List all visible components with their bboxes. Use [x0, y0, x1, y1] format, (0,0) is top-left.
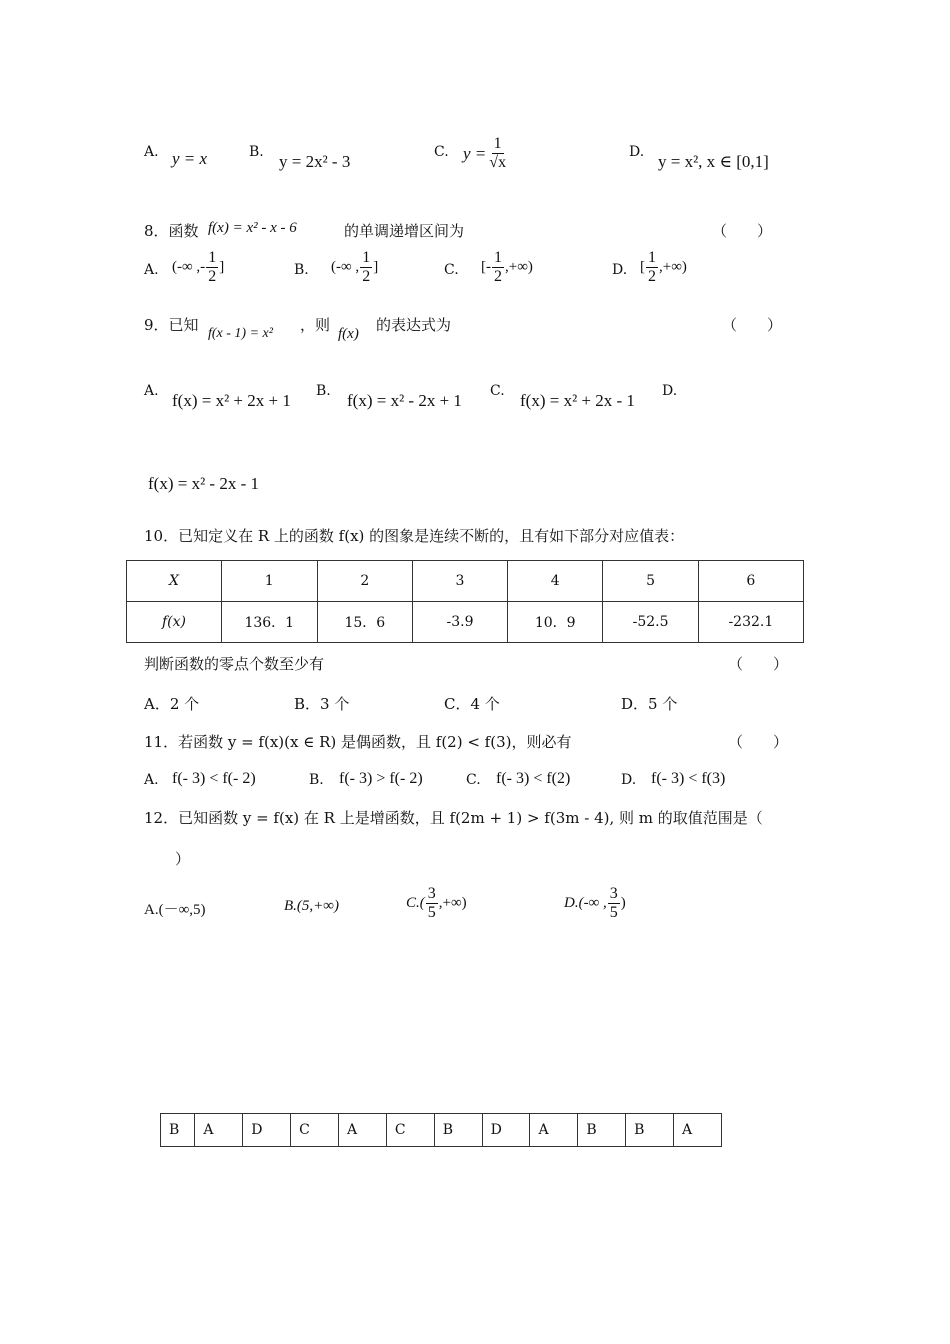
q10-cell: -3.9: [413, 602, 508, 643]
q10-row-fx: [127, 602, 804, 643]
q8-b-den: 2: [362, 268, 371, 285]
q12-c-den: 5: [427, 904, 436, 921]
q11-a-expr: f(- 3) < f(- 2): [172, 770, 256, 787]
q11-d-expr: f(- 3) < f(3): [651, 770, 726, 787]
q8-a-pre: (-∞ ,-: [172, 259, 206, 275]
q8-d-label: D.: [612, 262, 628, 278]
q9-b-label: B.: [316, 383, 331, 399]
q10-cell: 136．1: [221, 602, 317, 643]
answer-cell: D: [482, 1114, 530, 1147]
q8-d-fraction: [646, 250, 658, 285]
q9-d-expr: f(x) = x² - 2x - 1: [148, 474, 259, 493]
q9-d-label: D.: [662, 383, 678, 399]
q9-c-label: C.: [490, 383, 505, 399]
q7-c-expr: [463, 136, 509, 171]
q7-c-label: C.: [434, 144, 449, 160]
q7-b-label: B.: [249, 144, 264, 160]
q10-option-a: A．2 个: [144, 695, 200, 713]
q8-d-num: 1: [648, 249, 656, 266]
answer-cell: B: [434, 1114, 482, 1147]
q12-close-paren: ）: [175, 850, 191, 868]
q7-d-label: D.: [629, 144, 645, 160]
q11-stem: 11．若函数 y = f(x)(x ∈ R) 是偶函数，且 f(2) < f(3)，则必有: [144, 733, 572, 751]
q10-cell: 2: [317, 561, 412, 602]
q7-c-fraction: [487, 136, 508, 171]
q7-c-den: √x: [489, 154, 507, 171]
q8-d-post: ,+∞): [659, 259, 687, 275]
answer-key-row: [161, 1114, 722, 1147]
q10-answer-paren: （ ）: [728, 655, 789, 673]
q12-c-num: 3: [427, 885, 436, 902]
q8-answer-paren: （ ）: [712, 222, 773, 240]
q8-stem-pre: 8．函数: [144, 222, 199, 240]
q11-b-label: B.: [309, 772, 324, 788]
q12-d-den: 5: [609, 904, 618, 921]
q8-a-num: 1: [208, 249, 217, 266]
q11-a-label: A.: [144, 772, 159, 788]
q12-c-post: ,+∞): [438, 895, 467, 911]
q9-a-label: A.: [144, 383, 159, 399]
q12-c-fraction: [426, 886, 438, 921]
q9-mid: ，则: [300, 316, 331, 334]
q8-b-fraction: [360, 250, 372, 285]
q8-d-den: 2: [648, 268, 656, 285]
q8-a-label: A.: [144, 262, 159, 278]
answer-cell: A: [530, 1114, 578, 1147]
q8-a-post: ]: [219, 259, 225, 275]
q8-b-post: ]: [373, 259, 379, 275]
q8-stem-expr: f(x) = x² - x - 6: [208, 220, 297, 236]
answer-key-table: [160, 1113, 722, 1147]
q11-c-label: C.: [466, 772, 481, 788]
q8-stem-post: 的单调递增区间为: [344, 222, 465, 240]
q10-cell: -52.5: [603, 602, 698, 643]
q10-value-table: [126, 560, 804, 643]
q7-b-expr: y = 2x² - 3: [279, 152, 351, 171]
q10-cell: 1: [221, 561, 317, 602]
answer-cell: A: [339, 1114, 387, 1147]
q10-stem: 10．已知定义在 R 上的函数 f(x) 的图象是连续不断的，且有如下部分对应值表：: [144, 527, 685, 545]
q12-option-b: B.(5,+∞): [284, 898, 339, 914]
answer-cell: C: [291, 1114, 339, 1147]
q8-a-den: 2: [208, 268, 217, 285]
q7-a-label: A.: [144, 144, 159, 160]
q8-c-num: 1: [494, 249, 502, 266]
q10-cell: -232.1: [698, 602, 803, 643]
q10-cell: f(x): [127, 602, 222, 643]
q11-answer-paren: （ ）: [728, 733, 789, 751]
answer-cell: B: [626, 1114, 674, 1147]
q11-c-expr: f(- 3) < f(2): [496, 770, 571, 787]
q8-b-pre: (-∞ ,: [331, 259, 360, 275]
q12-stem: 12．已知函数 y = f(x) 在 R 上是增函数，且 f(2m + 1) > f(3m - 4), 则 m 的取值范围是（: [144, 809, 763, 827]
q10-option-d: D．5 个: [621, 695, 678, 713]
q10-row-x: [127, 561, 804, 602]
q12-c-pre: C.(: [406, 895, 425, 911]
q9-answer-paren: （ ）: [722, 316, 783, 334]
answer-cell: B: [161, 1114, 195, 1147]
q12-option-a: A.(－∞,5): [144, 902, 206, 918]
q12-d-num: 3: [609, 885, 618, 902]
q10-cell: 6: [698, 561, 803, 602]
q11-b-expr: f(- 3) > f(- 2): [339, 770, 423, 787]
q11-d-label: D.: [621, 772, 637, 788]
q9-stem-post: 的表达式为: [376, 316, 452, 334]
q9-fx: f(x): [338, 326, 359, 342]
q12-option-c: [406, 886, 467, 921]
q9-a-expr: f(x) = x² + 2x + 1: [172, 391, 291, 410]
q8-c-den: 2: [494, 268, 502, 285]
q8-c-post: ,+∞): [505, 259, 533, 275]
q10-option-b: B．3 个: [294, 695, 350, 713]
answer-cell: B: [578, 1114, 626, 1147]
q12-d-post: ): [620, 895, 626, 911]
q8-c-fraction: [492, 250, 504, 285]
q8-c-label: C.: [444, 262, 459, 278]
q7-d-expr: y = x², x ∈ [0,1]: [658, 152, 769, 171]
q7-c-num: 1: [493, 135, 502, 152]
q9-stem-pre: 9．已知: [144, 316, 199, 334]
q10-cell: 10．9: [508, 602, 603, 643]
q8-d-pre: [: [640, 259, 645, 275]
q12-d-pre: D.(-∞ ,: [564, 895, 607, 911]
q8-b-num: 1: [362, 249, 371, 266]
answer-cell: A: [195, 1114, 243, 1147]
q8-c-pre: [-: [481, 259, 491, 275]
q12-option-d: [564, 886, 626, 921]
q8-a-fraction: [206, 250, 218, 285]
q7-a-expr: y = x: [172, 149, 208, 168]
q8-c-expr: [481, 250, 533, 285]
q8-a-expr: [172, 250, 224, 285]
q10-cell: X: [127, 561, 222, 602]
q8-d-expr: [640, 250, 687, 285]
q12-d-fraction: [608, 886, 620, 921]
answer-cell: D: [243, 1114, 291, 1147]
answer-cell: A: [674, 1114, 722, 1147]
q9-c-expr: f(x) = x² + 2x - 1: [520, 391, 635, 410]
answer-cell: C: [386, 1114, 434, 1147]
q10-cell: 5: [603, 561, 698, 602]
q10-cell: 3: [413, 561, 508, 602]
q10-cell: 15．6: [317, 602, 412, 643]
q10-question: 判断函数的零点个数至少有: [144, 655, 325, 673]
q10-option-c: C．4 个: [444, 695, 500, 713]
q9-b-expr: f(x) = x² - 2x + 1: [347, 391, 462, 410]
q7-c-pre: y =: [463, 143, 487, 163]
q8-b-label: B.: [294, 262, 309, 278]
q8-b-expr: [331, 250, 378, 285]
q9-given: f(x - 1) = x²: [208, 326, 273, 341]
q10-cell: 4: [508, 561, 603, 602]
